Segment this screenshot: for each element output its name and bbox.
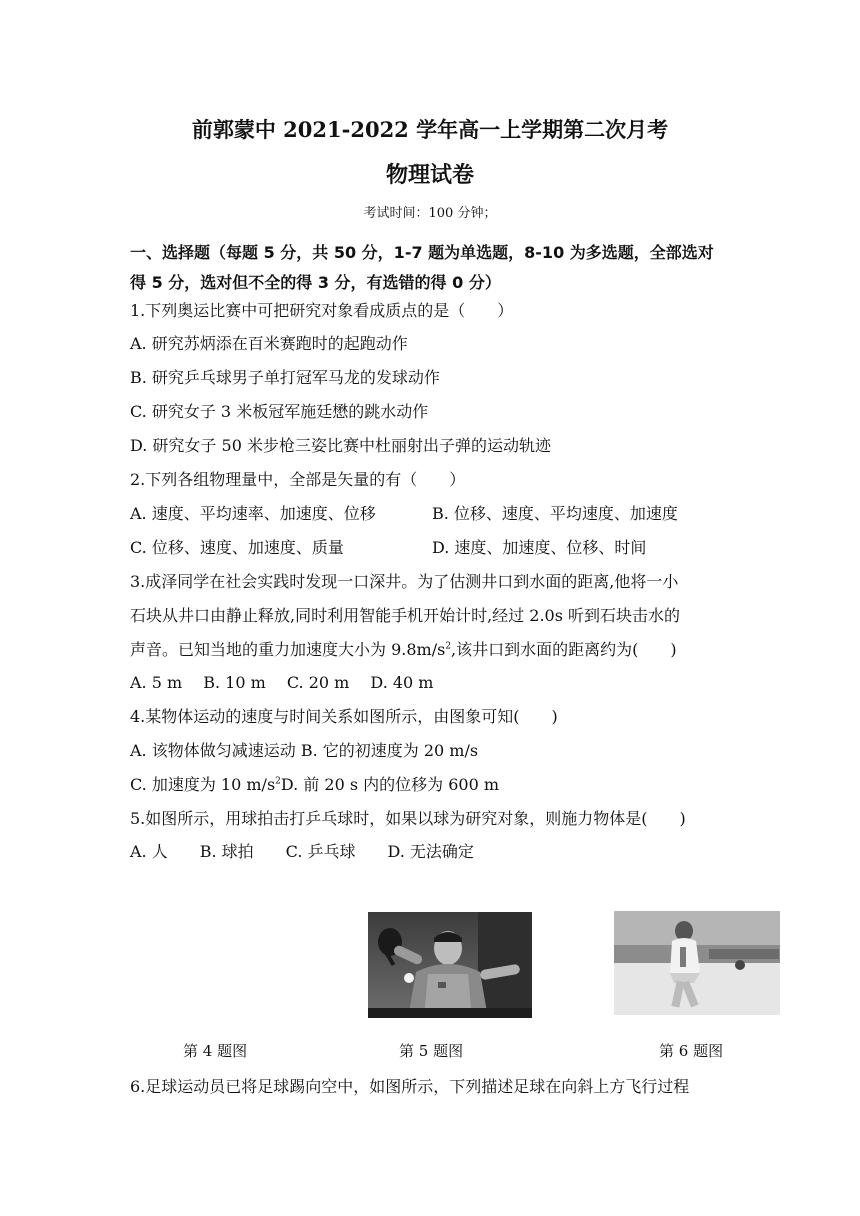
q1-option-a: A. 研究苏炳添在百米赛跑时的起跑动作	[130, 334, 408, 353]
q2-stem: 2.下列各组物理量中，全部是矢量的有（ ）	[130, 470, 466, 489]
figure4-caption: 第 4 题图	[183, 1042, 248, 1060]
q5-options: A. 人 B. 球拍 C. 乒乓球 D. 无法确定	[130, 842, 474, 861]
q5-stem: 5.如图所示，用球拍击打乒乓球时，如果以球为研究对象，则施力物体是( )	[130, 809, 686, 828]
q4-superscript: 2	[275, 776, 281, 787]
q1-option-c: C. 研究女子 3 米板冠军施廷懋的跳水动作	[130, 402, 429, 421]
q4-options-cd	[130, 772, 499, 795]
q2-option-d: D. 速度、加速度、位移、时间	[432, 538, 647, 557]
q2-option-a: A. 速度、平均速率、加速度、位移	[130, 504, 376, 523]
q1-option-b: B. 研究乒乓球男子单打冠军马龙的发球动作	[130, 368, 440, 387]
figure5-caption: 第 5 题图	[399, 1042, 464, 1060]
exam-title: 前郭蒙中 2021-2022 学年高一上学期第二次月考	[191, 117, 669, 142]
exam-time: 考试时间：100 分钟；	[363, 206, 497, 221]
q4-option-d: D. 前 20 s 内的位移为 600 m	[280, 775, 500, 794]
exam-subtitle: 物理试卷	[385, 162, 474, 188]
football-photo	[614, 911, 780, 1015]
q3-options: A. 5 m B. 10 m C. 20 m D. 40 m	[130, 673, 434, 692]
table-tennis-photo	[368, 912, 532, 1018]
q3-superscript: 2	[445, 641, 452, 652]
q4-stem: 4.某物体运动的速度与时间关系如图所示，由图象可知( )	[130, 707, 558, 726]
q4-option-c: C. 加速度为 10 m/s	[130, 775, 276, 794]
section-heading-line2: 得 5 分，选对但不全的得 3 分，有选错的得 0 分）	[130, 273, 501, 292]
table-tennis-illustration	[368, 912, 532, 1018]
q1-option-d: D. 研究女子 50 米步枪三姿比赛中杜丽射出子弹的运动轨迹	[130, 436, 551, 455]
q1-stem: 1.下列奥运比赛中可把研究对象看成质点的是（ ）	[130, 301, 514, 320]
section-heading-line1: 一、选择题（每题 5 分，共 50 分，1-7 题为单选题，8-10 为多选题，全部选对	[130, 243, 714, 262]
q3-line1: 3.成泽同学在社会实践时发现一口深井。为了估测井口到水面的距离,他将一小	[130, 572, 679, 591]
q4-options-ab: A. 该物体做匀减速运动 B. 它的初速度为 20 m/s	[130, 741, 479, 760]
football-illustration	[614, 911, 780, 1015]
q2-option-b: B. 位移、速度、平均速度、加速度	[432, 504, 678, 523]
q2-option-c: C. 位移、速度、加速度、质量	[130, 538, 344, 557]
q6-line1: 6.足球运动员已将足球踢向空中，如图所示，下列描述足球在向斜上方飞行过程	[130, 1077, 690, 1096]
q3-line2: 石块从井口由静止释放,同时利用智能手机开始计时,经过 2.0s 听到石块击水的	[130, 606, 681, 625]
q3-line3-tail: ,该井口到水面的距离约为( )	[451, 640, 677, 659]
q3-line3	[130, 637, 677, 660]
q3-line3-text: 声音。已知当地的重力加速度大小为 9.8m/s	[130, 640, 446, 659]
figure6-caption: 第 6 题图	[659, 1042, 724, 1060]
